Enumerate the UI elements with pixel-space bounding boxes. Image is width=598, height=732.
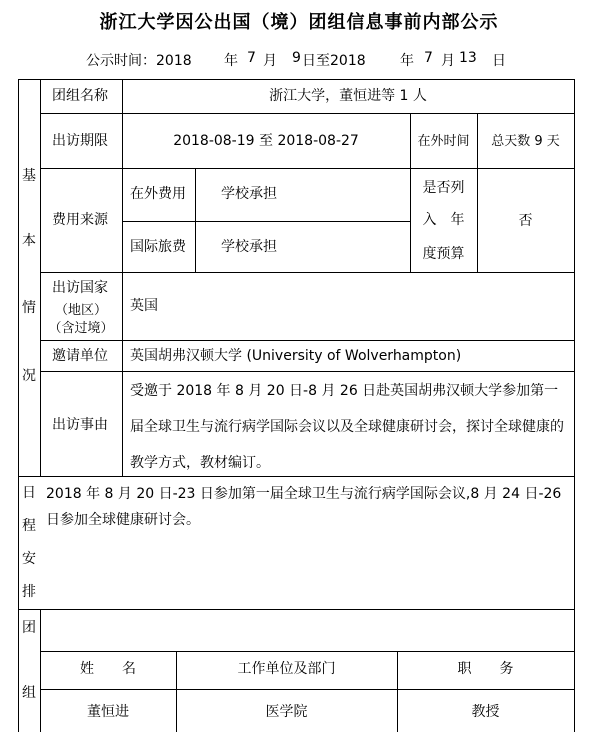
members-header-position: 职 务: [457, 661, 514, 677]
members-header-name: 姓 名: [80, 661, 136, 677]
country-label-region: （地区）: [54, 303, 107, 318]
inviter-value: 英国胡弗汉顿大学 (University of Wolverhampton): [130, 348, 462, 364]
notice-to-label: 日至2018: [302, 53, 366, 69]
notice-month2: 7: [424, 50, 433, 66]
section-members-char: 组: [22, 685, 36, 701]
table-border: [40, 689, 575, 690]
period-value: 2018-08-19 至 2018-08-27: [173, 133, 359, 149]
abroad-time-label: 在外时间: [417, 134, 470, 149]
country-label-transit: （含过境）: [48, 321, 114, 336]
section-schedule-char: 排: [22, 584, 36, 600]
section-schedule-char: 安: [22, 551, 36, 567]
notice-day1: 9: [292, 50, 301, 66]
travel-cost-label: 国际旅费: [130, 239, 186, 255]
budget-label-line2: 入 年: [422, 212, 465, 228]
table-border: [195, 168, 196, 272]
notice-month1-unit: 月: [263, 53, 277, 69]
table-border: [40, 651, 575, 652]
notice-year1-unit: 年: [224, 53, 238, 69]
section-basic-char: 况: [22, 368, 36, 384]
notice-time-label: 公示时间：2018: [86, 53, 192, 69]
notice-month2-unit: 月: [441, 53, 455, 69]
section-basic-char: 本: [22, 233, 36, 249]
schedule-text: 2018 年 8 月 20 日-23 日参加第一届全球卫生与流行病学国际会议,8 月 24 日-26 日参加全球健康研讨会。: [46, 486, 562, 528]
country-value: 英国: [130, 298, 158, 314]
section-basic-char: 基: [22, 168, 36, 184]
members-header-unit: 工作单位及部门: [237, 661, 336, 677]
member-unit: 医学院: [265, 704, 308, 720]
abroad-cost-label: 在外费用: [130, 186, 186, 202]
notice-month1: 7: [247, 50, 256, 66]
member-name: 董恒进: [87, 704, 129, 720]
table-border: [40, 79, 41, 476]
table-border: [40, 340, 575, 341]
table-border: [18, 79, 575, 80]
notice-year2-unit: 年: [400, 53, 414, 69]
section-basic-char: 情: [22, 300, 36, 316]
total-days-value: 总天数 9 天: [491, 134, 560, 149]
section-schedule-char: 日: [22, 485, 36, 501]
inviter-label: 邀请单位: [52, 348, 108, 364]
travel-cost-value: 学校承担: [221, 239, 277, 255]
table-border: [18, 79, 19, 732]
section-members-char: 团: [22, 620, 36, 636]
funding-source-label: 费用来源: [52, 212, 108, 228]
country-label: 出访国家: [52, 280, 108, 296]
notice-day2: 13: [459, 50, 477, 66]
group-name-value: 浙江大学，董恒进等 1 人: [269, 88, 427, 104]
table-border: [18, 609, 575, 610]
budget-value: 否: [518, 213, 533, 229]
budget-label-line1: 是否列: [422, 180, 465, 196]
page-title: 浙江大学因公出国（境）团组信息事前内部公示: [99, 12, 499, 33]
budget-label-line3: 度预算: [422, 246, 465, 262]
member-position: 教授: [471, 704, 500, 720]
table-border: [40, 371, 575, 372]
table-border: [574, 79, 575, 732]
table-border: [40, 113, 575, 114]
table-border: [122, 221, 410, 222]
period-label: 出访期限: [52, 133, 108, 149]
group-name-label: 团组名称: [52, 88, 108, 104]
table-border: [40, 272, 575, 273]
section-schedule-char: 程: [22, 518, 36, 534]
table-border: [40, 168, 575, 169]
purpose-label: 出访事由: [52, 417, 108, 433]
abroad-cost-value: 学校承担: [221, 186, 277, 202]
notice-day2-unit: 日: [492, 53, 506, 69]
purpose-value: 受邀于 2018 年 8 月 20 日-8 月 26 日赴英国胡弗汉顿大学参加第一届全球卫生与流行病学国际会议以及全球健康研讨会，探讨全球健康的教学方式，教材编订。: [130, 383, 564, 471]
